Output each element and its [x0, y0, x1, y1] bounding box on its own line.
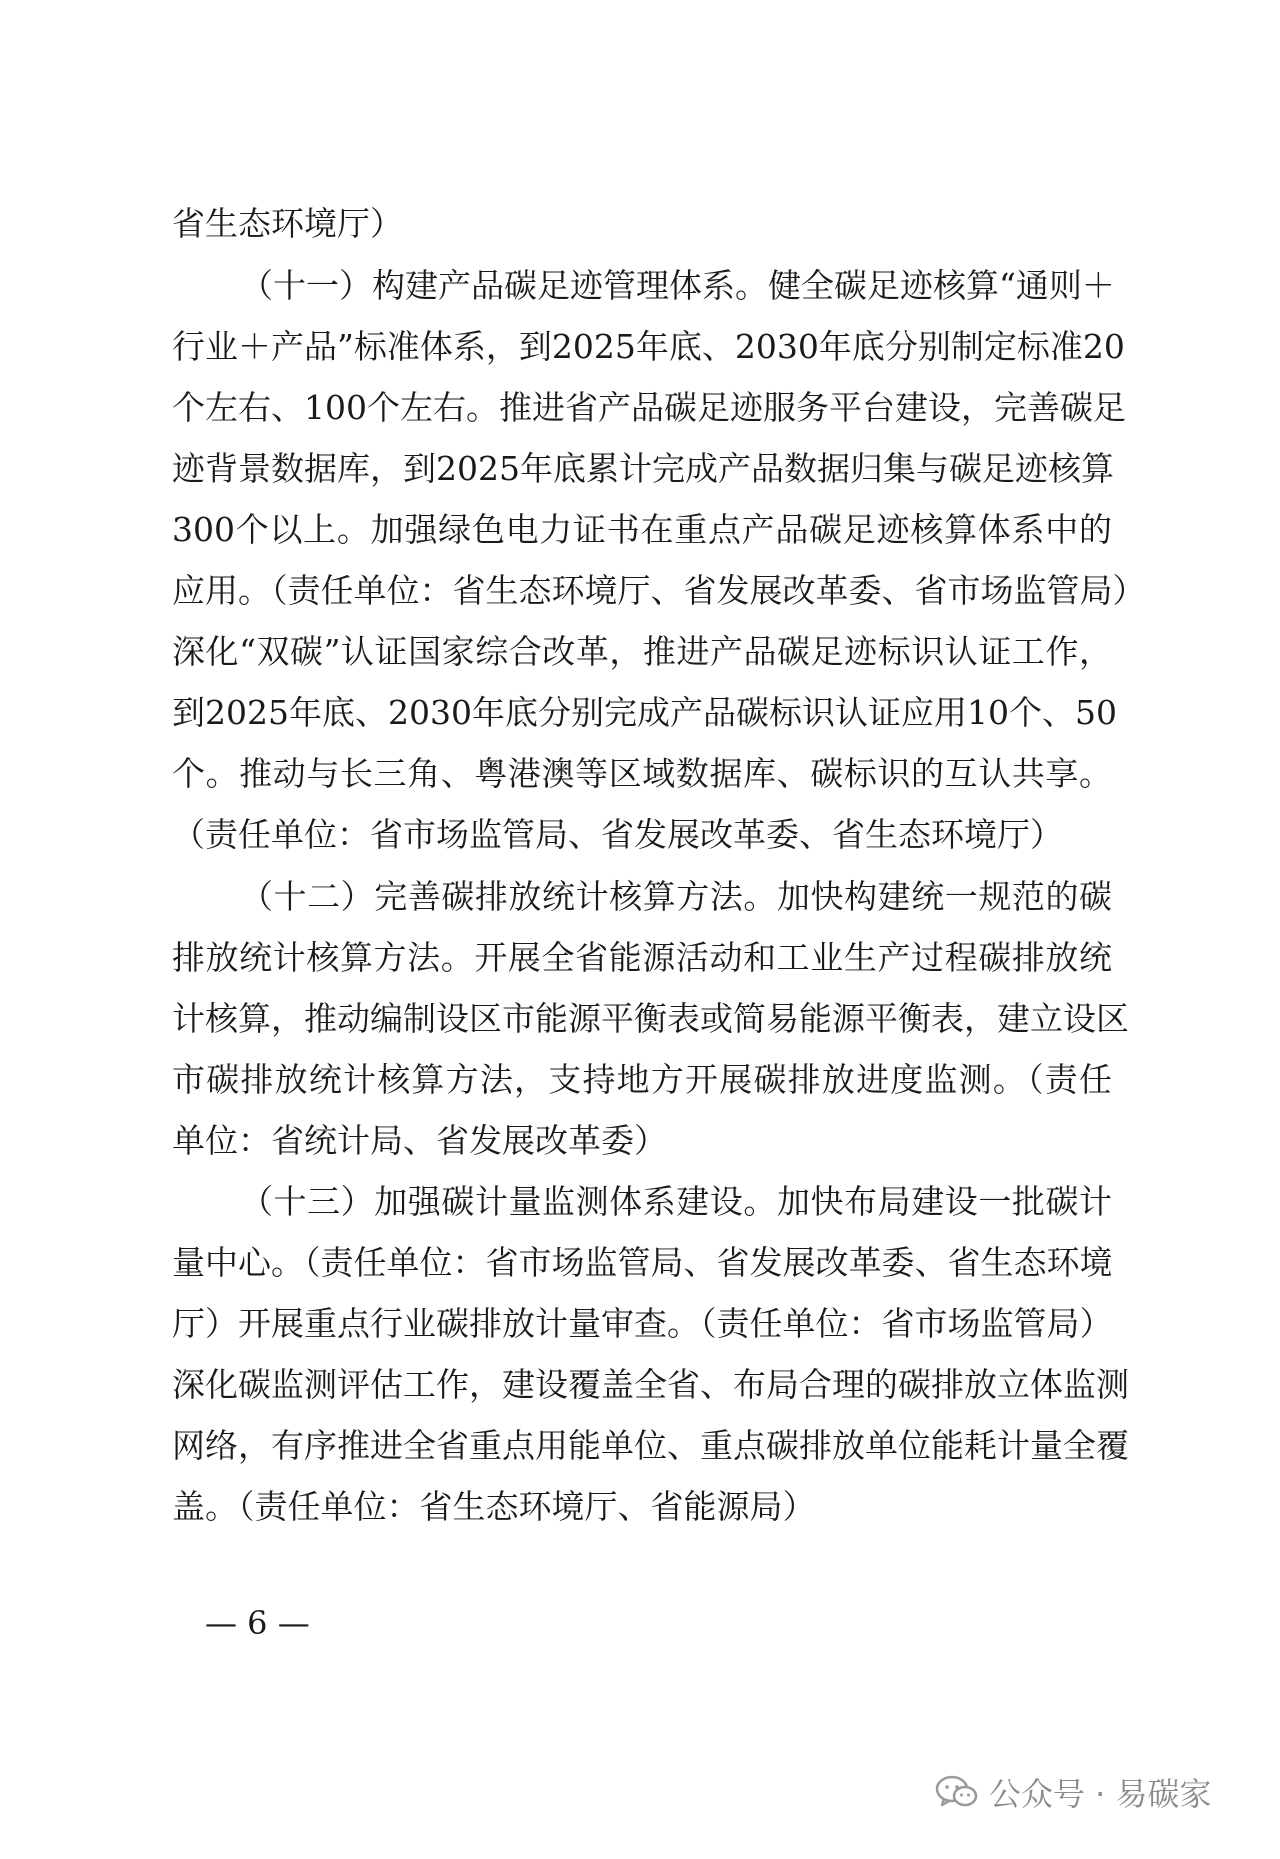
text-line: 单位：省统计局、省发展改革委）	[172, 1121, 667, 1160]
text-line: 应用。（责任单位：省生态环境厅、省发展改革委、省市场监管局）	[172, 571, 1146, 610]
text-line: 个左右、100个左右。推进省产品碳足迹服务平台建设，完善碳足	[172, 388, 1126, 427]
section-heading-line: （十二）完善碳排放统计核算方法。加快构建统一规范的碳	[240, 877, 1112, 916]
text-line: 迹背景数据库，到2025年底累计完成产品数据归集与碳足迹核算	[172, 449, 1114, 488]
text-line: （责任单位：省市场监管局、省发展改革委、省生态环境厅）	[172, 815, 1063, 854]
text-line: 省生态环境厅）	[172, 204, 403, 243]
text-line: 市碳排放统计核算方法，支持地方开展碳排放进度监测。（责任	[172, 1060, 1112, 1099]
wechat-icon	[935, 1774, 979, 1810]
text-line: 深化“双碳”认证国家综合改革，推进产品碳足迹标识认证工作，	[172, 632, 1112, 671]
page-number: — 6 —	[205, 1604, 310, 1642]
text-line: 到2025年底、2030年底分别完成产品碳标识认证应用10个、50	[172, 693, 1117, 732]
text-line: 300个以上。加强绿色电力证书在重点产品碳足迹核算体系中的	[172, 510, 1112, 549]
section-heading-line: （十一）构建产品碳足迹管理体系。健全碳足迹核算“通则＋	[240, 266, 1115, 305]
text-line: 深化碳监测评估工作，建设覆盖全省、布局合理的碳排放立体监测	[172, 1365, 1129, 1404]
text-line: 排放统计核算方法。开展全省能源活动和工业生产过程碳排放统	[172, 938, 1112, 977]
watermark	[935, 1770, 1212, 1814]
text-line: 厅）开展重点行业碳排放计量审查。（责任单位：省市场监管局）	[172, 1304, 1113, 1343]
section-heading-line: （十三）加强碳计量监测体系建设。加快布局建设一批碳计	[240, 1182, 1112, 1221]
text-line: 个。推动与长三角、粤港澳等区域数据库、碳标识的互认共享。	[172, 754, 1112, 793]
watermark-text: 公众号 · 易碳家	[989, 1775, 1212, 1813]
text-line: 网络，有序推进全省重点用能单位、重点碳排放单位能耗计量全覆	[172, 1426, 1129, 1465]
text-line: 盖。（责任单位：省生态环境厅、省能源局）	[172, 1487, 816, 1526]
text-line: 量中心。（责任单位：省市场监管局、省发展改革委、省生态环境	[172, 1243, 1113, 1282]
text-line: 行业＋产品”标准体系，到2025年底、2030年底分别制定标准20	[172, 327, 1125, 366]
text-line: 计核算，推动编制设区市能源平衡表或简易能源平衡表，建立设区	[172, 999, 1129, 1038]
